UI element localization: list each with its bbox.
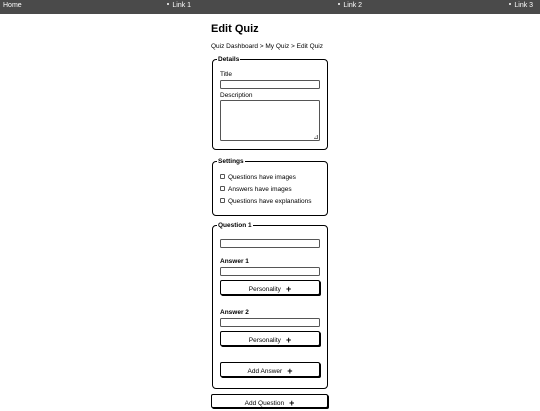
- checkbox[interactable]: [220, 186, 225, 191]
- answer-2-label: Answer 2: [220, 309, 249, 316]
- resize-grip-icon[interactable]: [314, 135, 318, 139]
- add-answer-button[interactable]: [220, 362, 320, 377]
- plus-icon: +: [287, 365, 293, 376]
- top-nav-bar: [0, 0, 540, 14]
- plus-icon: +: [285, 283, 292, 294]
- bullet-icon: [167, 3, 169, 5]
- bullet-icon: [338, 3, 340, 5]
- nav-link-3-label: Link 3: [514, 2, 534, 9]
- nav-home-link[interactable]: Home: [3, 2, 22, 9]
- description-textarea[interactable]: [220, 100, 320, 141]
- nav-link-3[interactable]: [509, 2, 533, 9]
- add-question-button[interactable]: [211, 394, 328, 408]
- settings-legend: Settings: [218, 158, 244, 165]
- setting-label: Answers have images: [228, 186, 292, 193]
- setting-label: Questions have explanations: [228, 198, 312, 205]
- setting-questions-explanations[interactable]: [220, 198, 311, 205]
- question-1-input[interactable]: [220, 239, 320, 248]
- answer-1-personality-button[interactable]: [220, 280, 320, 295]
- nav-link-2[interactable]: [338, 2, 362, 9]
- description-label: Description: [220, 92, 253, 99]
- plus-icon: +: [285, 334, 292, 345]
- answer-1-input[interactable]: [220, 267, 320, 276]
- answer-1-label: Answer 1: [220, 258, 249, 265]
- add-question-label: Add Question: [244, 400, 285, 407]
- nav-link-1-label: Link 1: [172, 2, 192, 9]
- personality-button-label: Personality: [248, 337, 281, 344]
- answer-2-input[interactable]: [220, 318, 320, 327]
- nav-link-1[interactable]: [167, 2, 191, 9]
- personality-button-label: Personality: [248, 286, 281, 293]
- bullet-icon: [509, 3, 511, 5]
- plus-icon: +: [289, 397, 295, 408]
- details-legend: Details: [218, 56, 240, 63]
- title-label: Title: [220, 71, 233, 78]
- setting-answers-images[interactable]: [220, 186, 292, 193]
- checkbox[interactable]: [220, 198, 225, 203]
- answer-2-personality-button[interactable]: [220, 331, 320, 346]
- nav-link-2-label: Link 2: [343, 2, 363, 9]
- title-input[interactable]: [220, 80, 320, 89]
- breadcrumb: Quiz Dashboard > My Quiz > Edit Quiz: [211, 43, 323, 50]
- question-1-legend: Question 1: [218, 222, 252, 229]
- checkbox[interactable]: [220, 174, 225, 179]
- add-answer-label: Add Answer: [247, 368, 283, 375]
- setting-questions-images[interactable]: [220, 174, 296, 181]
- setting-label: Questions have images: [228, 174, 296, 181]
- page-title: Edit Quiz: [211, 23, 259, 35]
